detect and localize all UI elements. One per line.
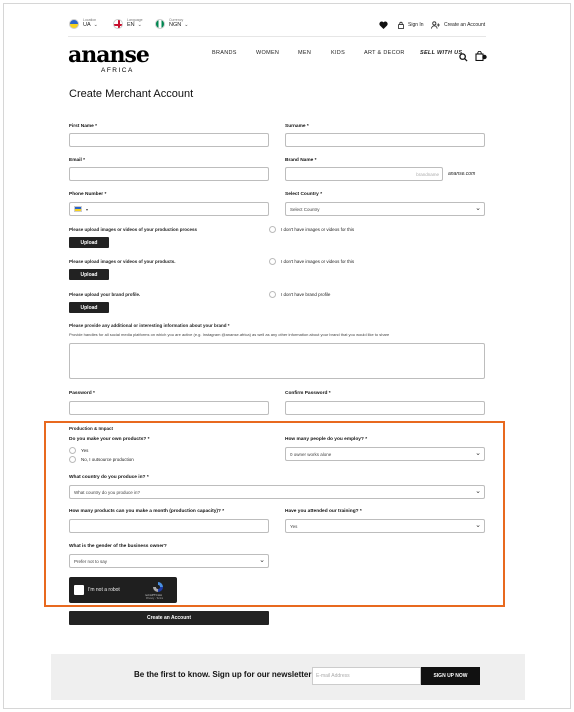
- employees-select[interactable]: 0 owner works alone ⌄: [285, 447, 485, 461]
- heart-icon: [379, 21, 388, 29]
- newsletter-signup-button[interactable]: SIGN UP NOW: [421, 667, 480, 685]
- email-input[interactable]: [69, 167, 269, 181]
- no-products-label: I don't have images or videos for this: [281, 259, 355, 264]
- training-label: Have you attended our training? *: [285, 509, 362, 514]
- confirm-password-label: Confirm Password *: [285, 391, 331, 396]
- recaptcha-label: I'm not a robot: [88, 587, 120, 593]
- upload-process-button[interactable]: Upload: [69, 237, 109, 248]
- additional-info-label: Please provide any additional or interesting information about your brand *: [69, 323, 230, 328]
- page-title: Create Merchant Account: [69, 88, 194, 100]
- brand-logo-subtitle: AFRICA: [101, 67, 134, 74]
- no-profile-checkbox[interactable]: [269, 291, 276, 298]
- shopping-bag-icon: [475, 51, 487, 61]
- production-section-title: Production & Impact: [69, 426, 114, 431]
- upload-products-label: Please upload images or videos of your products.: [69, 259, 176, 264]
- own-products-outsource-label: No, I outsource production: [81, 457, 134, 462]
- surname-label: Surname *: [285, 124, 309, 129]
- wishlist-button[interactable]: [379, 21, 388, 29]
- recaptcha-widget: [69, 577, 177, 603]
- upload-profile-label: Please upload your brand profile.: [69, 292, 141, 297]
- country-code-dropdown[interactable]: ▾: [86, 206, 89, 212]
- employees-label: How many people do you employ? *: [285, 437, 368, 442]
- brand-name-input[interactable]: brandname: [285, 167, 443, 181]
- location-selector[interactable]: Location UA ⌄: [69, 18, 98, 29]
- no-products-checkbox[interactable]: [269, 258, 276, 265]
- brand-name-label: Brand Name *: [285, 158, 317, 163]
- first-name-label: First Name *: [69, 124, 98, 129]
- chevron-down-icon: ⌄: [137, 22, 142, 28]
- no-profile-label: I don't have brand profile: [281, 292, 331, 297]
- country-label: Select Country *: [285, 192, 323, 197]
- upload-products-button[interactable]: Upload: [69, 269, 109, 280]
- upload-profile-button[interactable]: Upload: [69, 302, 109, 313]
- phone-label: Phone Number *: [69, 192, 107, 197]
- newsletter-text: Be the first to know. Sign up for our newsletter: [134, 670, 312, 679]
- nav-brands[interactable]: BRANDS: [212, 50, 237, 56]
- nav-sell-with-us[interactable]: SELL WITH US: [420, 50, 463, 56]
- nav-women[interactable]: WOMEN: [256, 50, 280, 56]
- brand-domain-suffix: ananse.com: [448, 171, 476, 177]
- create-account-link[interactable]: Create an Account: [431, 21, 485, 29]
- recaptcha-brand: reCAPTCHA: [145, 593, 163, 597]
- create-account-button[interactable]: Create an Account: [69, 611, 269, 625]
- own-products-outsource-radio[interactable]: [69, 456, 76, 463]
- additional-info-hint: Provide handles for all social media platforms on which you are active (e.g. Instagram @ananse.africa) as well as any other information about your brand that you would like to share: [69, 332, 390, 337]
- chevron-down-icon: ⌄: [184, 22, 189, 28]
- lock-icon: [397, 21, 405, 29]
- password-input[interactable]: [69, 401, 269, 415]
- surname-input[interactable]: [285, 133, 485, 147]
- add-user-icon: [431, 21, 440, 29]
- own-products-label: Do you make your own products? *: [69, 437, 150, 442]
- currency-selector[interactable]: Currency NGN ⌄: [155, 18, 188, 29]
- first-name-input[interactable]: [69, 133, 269, 147]
- ukraine-flag-icon: [74, 206, 82, 212]
- recaptcha-links[interactable]: Privacy - Terms: [146, 597, 164, 600]
- ukraine-flag-icon: [69, 19, 79, 29]
- confirm-password-input[interactable]: [285, 401, 485, 415]
- own-products-yes-label: Yes: [81, 448, 89, 453]
- capacity-input[interactable]: [69, 519, 269, 533]
- uk-flag-icon: [113, 19, 123, 29]
- language-selector[interactable]: Language EN ⌄: [113, 18, 143, 29]
- signin-link[interactable]: Sign In: [397, 21, 424, 29]
- no-process-checkbox[interactable]: [269, 226, 276, 233]
- gender-select[interactable]: Prefer not to say ⌄: [69, 554, 269, 568]
- nav-kids[interactable]: KIDS: [331, 50, 346, 56]
- phone-input[interactable]: [69, 202, 269, 216]
- nigeria-flag-icon: [155, 19, 165, 29]
- training-select[interactable]: Yes ⌄: [285, 519, 485, 533]
- search-button[interactable]: [459, 49, 468, 67]
- cart-button[interactable]: [475, 48, 487, 66]
- password-label: Password *: [69, 391, 95, 396]
- country-select[interactable]: Select Country ⌄: [285, 202, 485, 216]
- nav-art-decor[interactable]: ART & DECOR: [364, 50, 405, 56]
- gender-label: What is the gender of the business owner?: [69, 544, 167, 549]
- email-label: Email *: [69, 158, 86, 163]
- newsletter-email-input[interactable]: E-mail Address: [312, 667, 421, 685]
- additional-info-textarea[interactable]: [69, 343, 485, 379]
- recaptcha-checkbox[interactable]: [74, 585, 84, 595]
- upload-process-label: Please upload images or videos of your production process: [69, 227, 198, 232]
- nav-men[interactable]: MEN: [298, 50, 312, 56]
- chevron-down-icon: ⌄: [93, 22, 98, 28]
- brand-logo[interactable]: ananse: [68, 42, 149, 68]
- produce-country-label: What country do you produce in? *: [69, 475, 149, 480]
- no-process-label: I don't have images or videos for this: [281, 227, 355, 232]
- own-products-yes-radio[interactable]: [69, 447, 76, 454]
- produce-country-select[interactable]: What country do you produce in? ⌄: [69, 485, 485, 499]
- topbar-divider: [68, 36, 486, 37]
- newsletter-bar: [51, 654, 525, 700]
- search-icon: [459, 53, 468, 62]
- capacity-label: How many products can you make a month (production capacity)? *: [69, 509, 225, 514]
